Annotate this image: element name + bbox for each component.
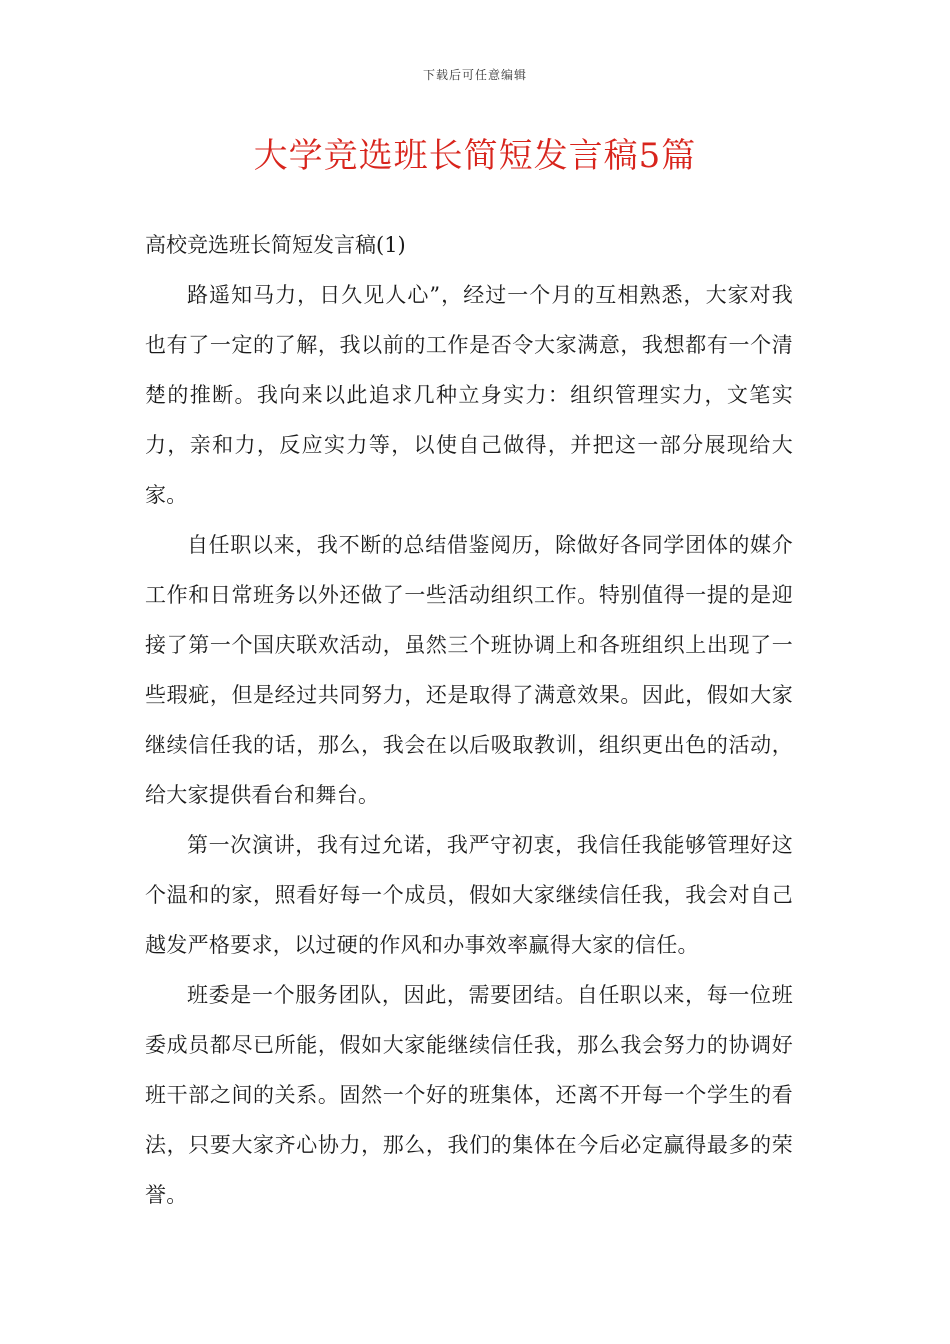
document-title: 大学竞选班长简短发言稿5篇 [253, 136, 697, 176]
paragraph-1: 路遥知马力，日久见人心”，经过一个月的互相熟悉，大家对我也有了一定的了解，我以前的工作是否令大家满意，我想都有一个清楚的推断。我向来以此追求几种立身实力：组织管理实力，文笔实力，亲和力，反应实力等，以使自己做得，并把这一部分展现给大家。 [145, 283, 793, 507]
paragraph-2: 自任职以来，我不断的总结借鉴阅历，除做好各同学团体的媒介工作和日常班务以外还做了一些活动组织工作。特别值得一提的是迎接了第一个国庆联欢活动，虽然三个班协调上和各班组织上出现了一些瑕疵，但是经过共同努力，还是取得了满意效果。因此，假如大家继续信任我的话，那么，我会在以后吸取教训，组织更出色的活动，给大家提供看台和舞台。 [145, 533, 793, 807]
paragraph-3: 第一次演讲，我有过允诺，我严守初衷，我信任我能够管理好这个温和的家，照看好每一个成员，假如大家继续信任我，我会对自己越发严格要求，以过硬的作风和办事效率赢得大家的信任。 [145, 833, 793, 957]
header-note: 下载后可任意编辑 [422, 68, 527, 82]
document-body [145, 220, 793, 1220]
section-heading: 高校竞选班长简短发言稿(1) [145, 233, 406, 257]
paragraph-4: 班委是一个服务团队，因此，需要团结。自任职以来，每一位班委成员都尽已所能，假如大家能继续信任我，那么我会努力的协调好班干部之间的关系。固然一个好的班集体，还离不开每一个学生的看法，只要大家齐心协力，那么，我们的集体在今后必定赢得最多的荣誉。 [145, 983, 793, 1207]
